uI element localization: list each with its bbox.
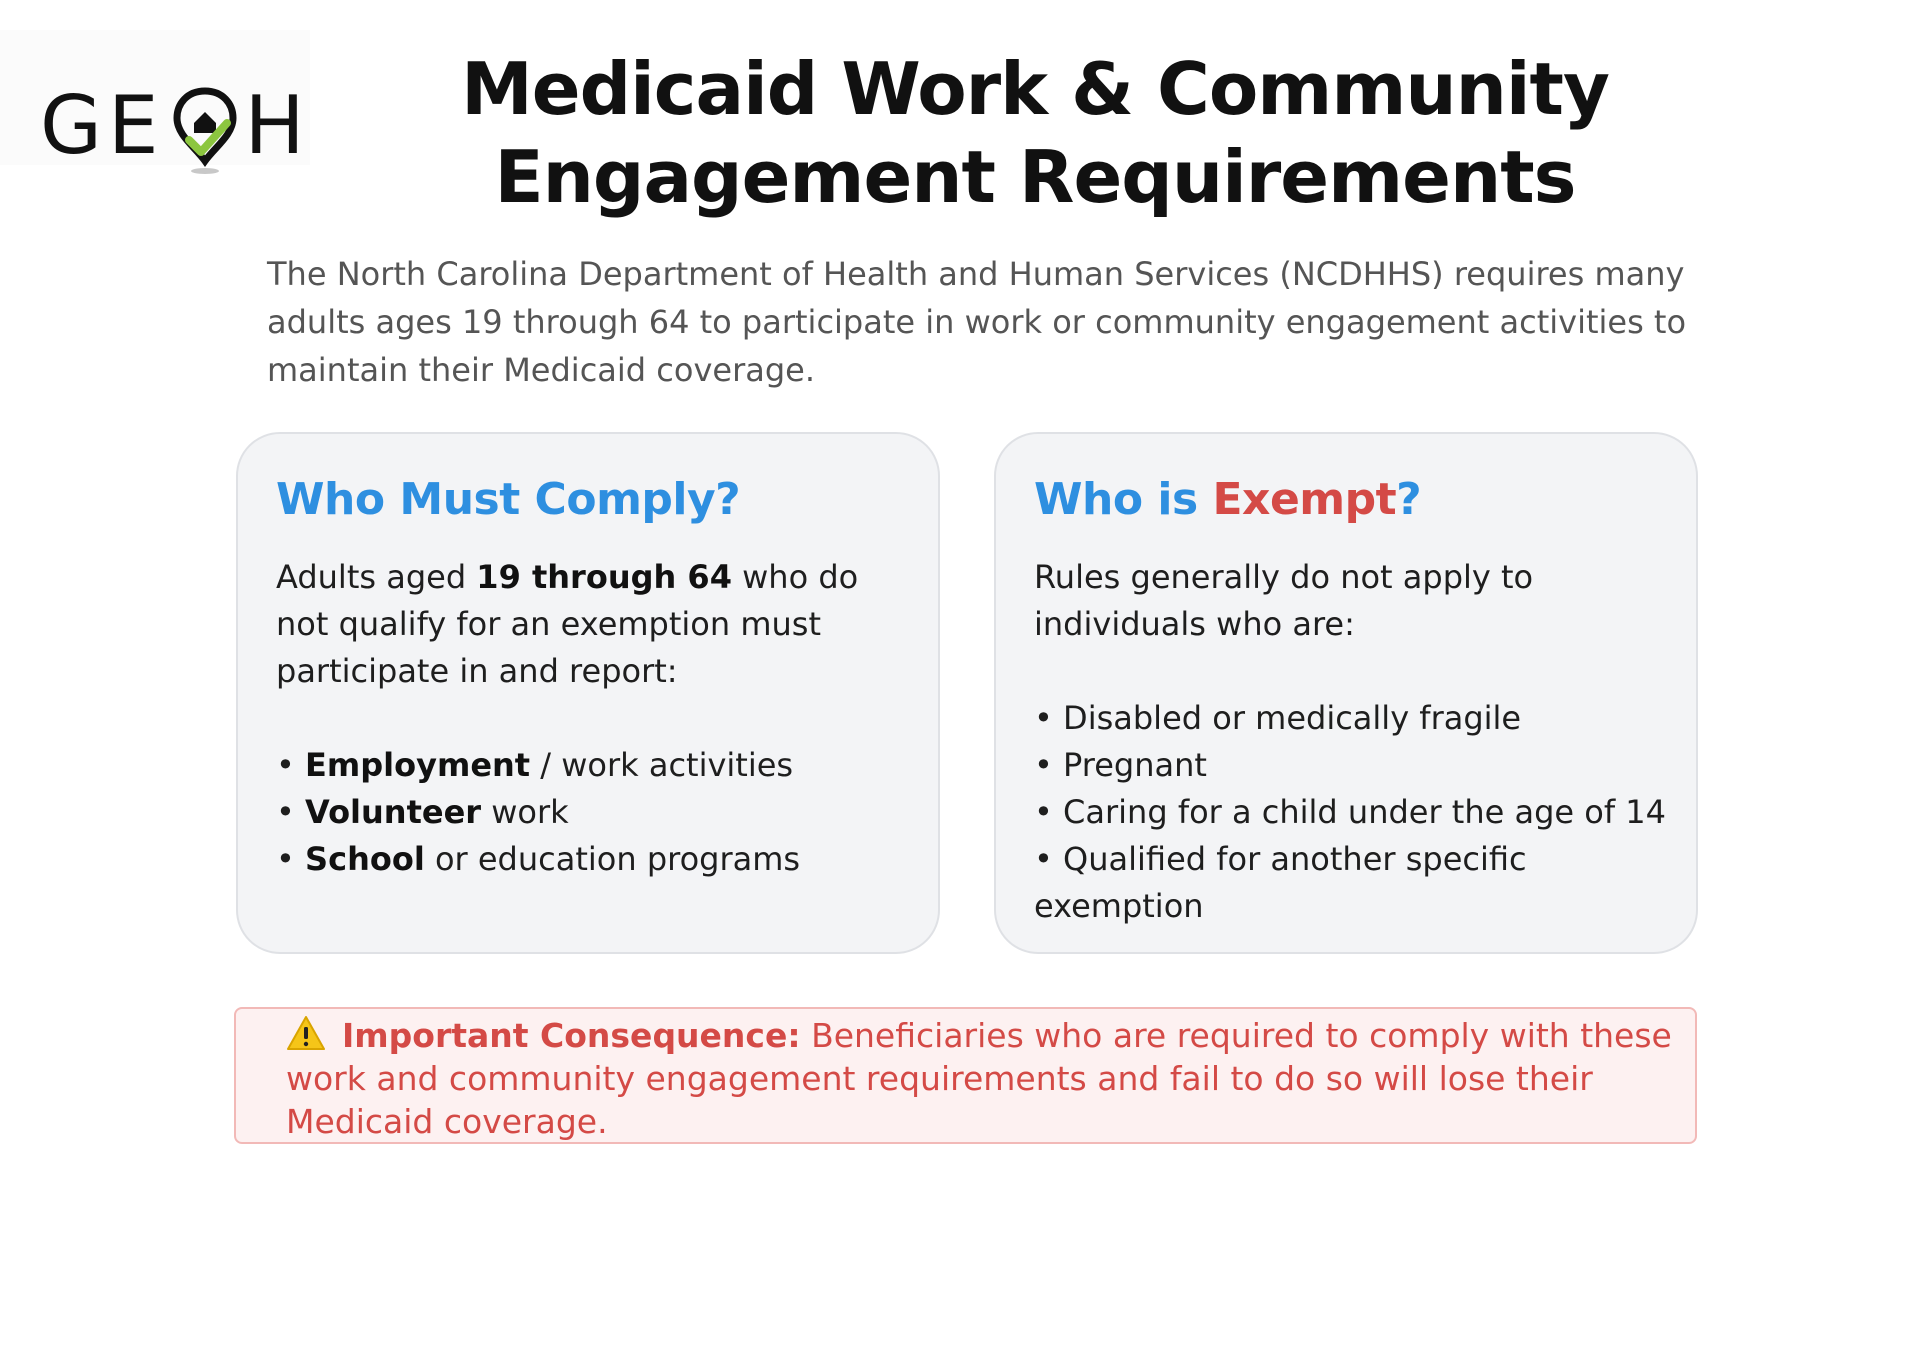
exempt-list [1034,695,1674,930]
who-must-comply-card [236,432,940,954]
list-item: • Employment / work activities [276,746,794,784]
alert-message: Beneficiaries who are required to comply with these work and community engagement requirements and fail to do so will lose their Medicaid coverage. [286,1016,1672,1141]
comply-body [276,554,916,883]
intro-paragraph: The North Carolina Department of Health and Human Services (NCDHHS) requires many adults ages 19 through 64 to participate in work or community engagement activities to maintain their Medicaid coverage. [267,255,1687,389]
logo [0,30,311,172]
page-title: Medicaid Work & Community Engagement Requirements [461,47,1609,219]
who-is-exempt-card [994,432,1698,954]
list-item: • Disabled or medically fragile [1034,699,1522,737]
comply-description: Adults aged 19 through 64 who do not qualify for an exemption must participate in and report: [276,558,859,690]
exempt-heading: Who is Exempt? [1034,474,1422,525]
comply-heading: Who Must Comply? [276,474,741,525]
location-pin-check-icon [171,85,239,165]
exempt-description: Rules generally do not apply to individuals who are: [1034,558,1534,643]
alert-text [286,1014,1676,1143]
logo-text-left: GE [40,78,165,172]
list-item: • School or education programs [276,840,801,878]
consequence-alert [234,1007,1697,1144]
list-item: • Volunteer work [276,793,569,831]
exempt-highlight: Exempt [1212,474,1397,525]
list-item: • Caring for a child under the age of 14 [1034,793,1666,831]
list-item: • Qualified for another specific exemption [1034,840,1527,925]
warning-icon [286,1015,326,1051]
logo-text-right: H [244,78,311,172]
logo-wordmark [40,78,311,172]
alert-lead: Important Consequence: [342,1016,801,1055]
list-item: • Pregnant [1034,746,1207,784]
comply-list [276,742,916,883]
exempt-body [1034,554,1674,930]
